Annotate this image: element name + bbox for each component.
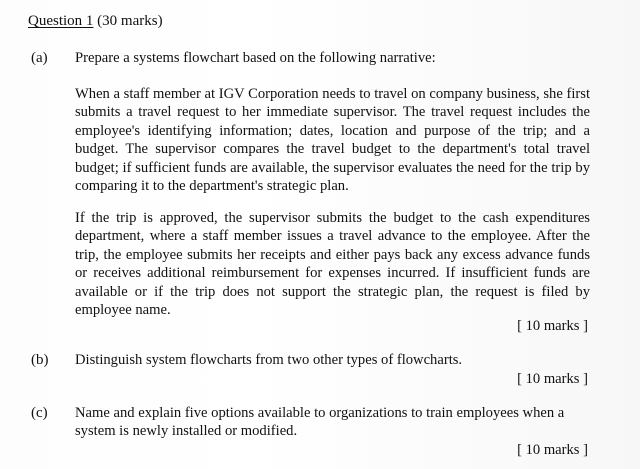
part-c-marks: [ 10 marks ] <box>517 442 588 458</box>
part-a-paragraph-2: If the trip is approved, the supervisor submits the budget to the cash expenditures department, where a staff member issues a travel advance to the employee. After the trip, the employee submits her receipts and either pays back any excess advance funds or receives additional reimbursement for expenses incurred. If insufficient funds are available or if the trip does not support the strategic plan, the request is filed by employee name. <box>75 210 590 319</box>
question-total-marks: (30 marks) <box>97 13 163 29</box>
part-c-prompt: Name and explain five options available to organizations to train employees when a system is newly installed or modified. <box>75 405 565 440</box>
part-a-prompt: Prepare a systems flowchart based on the following narrative: <box>75 50 436 66</box>
question-heading <box>28 12 163 30</box>
part-a-letter: (a) <box>31 50 48 66</box>
part-a-marks: [ 10 marks ] <box>517 318 588 334</box>
part-a-paragraph-1: When a staff member at IGV Corporation needs to travel on company business, she first submits a travel request to her immediate supervisor. The travel request includes the employee's identifying information; dates, location and purpose of the trip; and a budget. The supervisor compares the travel budget to the department's total travel budget; if sufficient funds are available, the supervisor evaluates the need for the trip by comparing it to the department's strategic plan. <box>75 86 590 195</box>
part-b-letter: (b) <box>31 352 49 368</box>
question-number: Question 1 <box>28 13 94 29</box>
part-b-marks: [ 10 marks ] <box>517 371 588 387</box>
part-c-letter: (c) <box>31 405 48 421</box>
part-b-prompt: Distinguish system flowcharts from two other types of flowcharts. <box>75 352 463 368</box>
